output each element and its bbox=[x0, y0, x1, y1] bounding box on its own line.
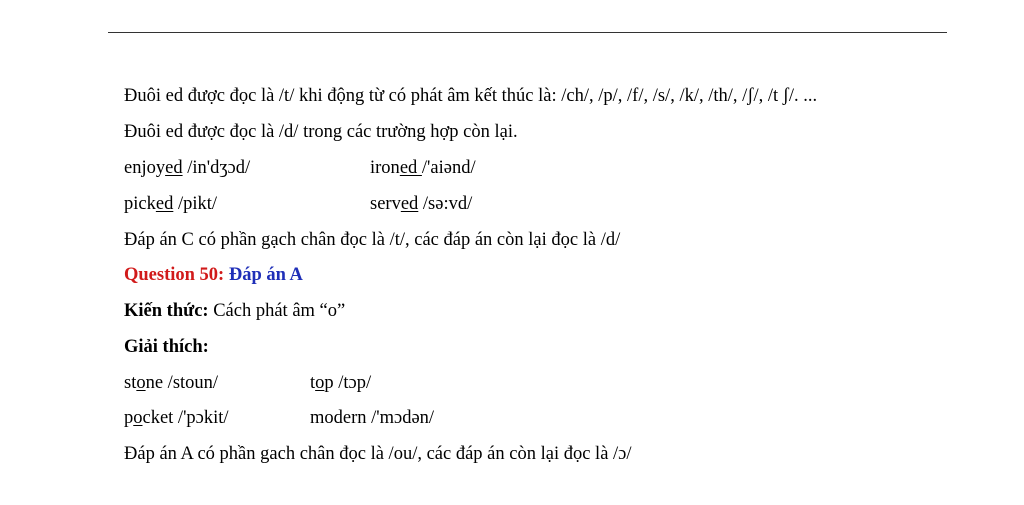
word-ironed: ironed /'aiənd/ bbox=[370, 158, 476, 178]
example-row-2 bbox=[124, 193, 473, 215]
example-row-1 bbox=[124, 157, 476, 179]
question-heading bbox=[124, 264, 303, 286]
example-row-4 bbox=[124, 407, 435, 429]
question-label: Question 50: bbox=[124, 265, 225, 285]
rule-t-text: Đuôi ed được đọc là /t/ khi động từ có phát âm kết thúc là: /ch/, /p/, /f/, /s/, /k/, /th/, /ʃ/, /t ʃ/. ... bbox=[124, 86, 818, 106]
answer-explanation-1: Đáp án C có phần gạch chân đọc là /t/, các đáp án còn lại đọc là /d/ bbox=[124, 230, 621, 250]
knowledge-text: Cách phát âm “o” bbox=[208, 301, 346, 321]
word-enjoyed: enjoyed /in'dʒɔd/ bbox=[124, 158, 251, 178]
answer-explanation-2: Đáp án A có phần gach chân đọc là /ou/, các đáp án còn lại đọc là /ɔ/ bbox=[124, 444, 632, 464]
word-picked: picked /pikt/ bbox=[124, 194, 218, 214]
knowledge-label: Kiến thức: bbox=[124, 301, 209, 321]
rule-d-text: Đuôi ed được đọc là /d/ trong các trường hợp còn lại. bbox=[124, 122, 518, 142]
question-answer: Đáp án A bbox=[228, 265, 303, 285]
knowledge-line bbox=[124, 300, 345, 322]
word-stone: stone /stoun/ bbox=[124, 373, 219, 393]
header-rule bbox=[108, 32, 947, 33]
word-modern: modern /'mɔdən/ bbox=[310, 408, 435, 428]
example-row-3 bbox=[124, 372, 372, 394]
word-pocket: pocket /'pɔkit/ bbox=[124, 408, 229, 428]
word-top: top /tɔp/ bbox=[310, 373, 372, 393]
word-served: served /sə:vd/ bbox=[370, 194, 473, 214]
explain-heading: Giải thích: bbox=[124, 337, 209, 357]
